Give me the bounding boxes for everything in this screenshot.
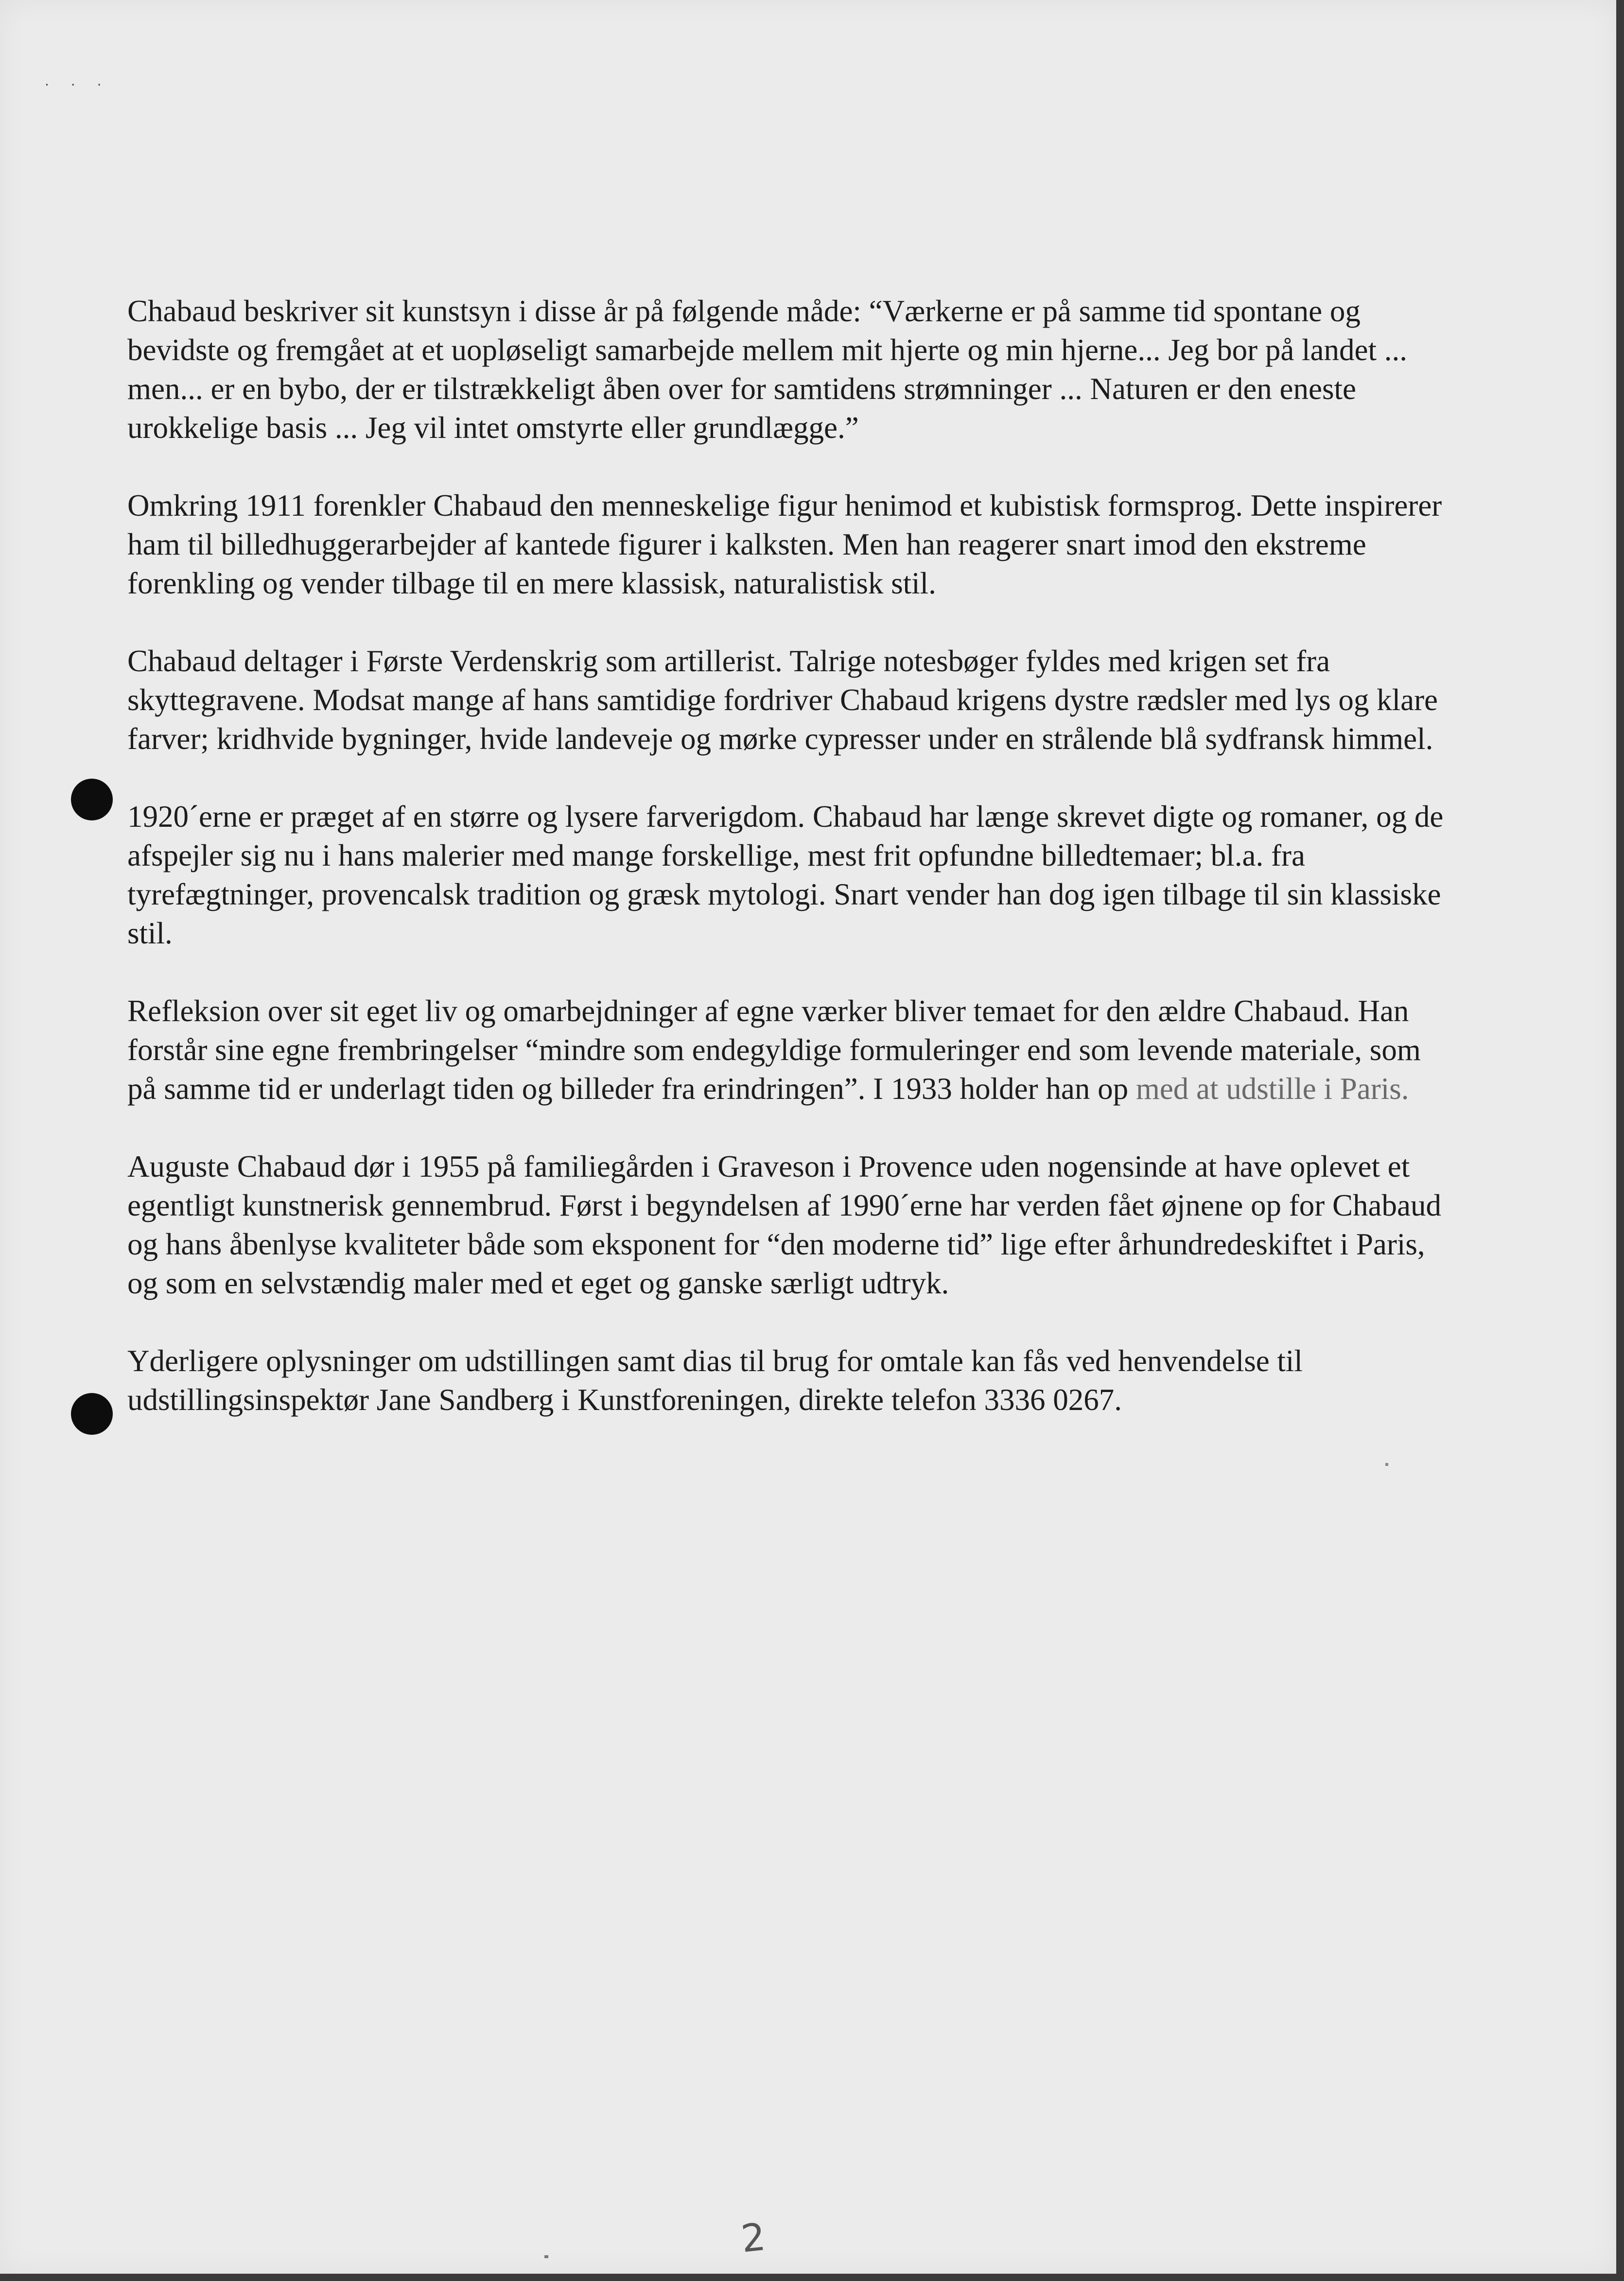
paragraph-1911-cubism: Omkring 1911 forenkler Chabaud den menneskelige figur henimod et kubistisk formsprog. Dette inspirerer ham til billedhuggerarbejder af kantede figurer i kalksten. Men han reagerer snart imod den ekstreme forenkling og vender tilbage til en mere klassisk, naturalistisk stil. xyxy=(127,488,1442,600)
punch-hole-top xyxy=(71,779,113,820)
scan-tick xyxy=(544,2255,548,2258)
document-body xyxy=(127,292,1449,1419)
paragraph-1920s: 1920´erne er præget af en større og lysere farverigdom. Chabaud har længe skrevet digte og romaner, og de afspejler sig nu i hans malerier med mange forskellige, mest frit opfundne billedtemaer; bl.a. fra tyrefægtninger, provencalsk tradition og græsk mytologi. Snart vender han dog igen tilbage til sin klassiske stil. xyxy=(127,800,1444,950)
corner-scan-marks: · · · xyxy=(45,77,110,93)
paragraph-reflection-faded-tail: med at udstille i Paris. xyxy=(1135,1072,1409,1106)
paragraph-artistic-view: Chabaud beskriver sit kunstsyn i disse år på følgende måde: “Værkerne er på samme tid spontane og bevidste og fremgået at et uopløseligt samarbejde mellem mit hjerte og min hjerne... Jeg bor på landet ... men... er en bybo, der er tilstrækkeligt åben over for samtidens strømninger ... Naturen er den eneste urokkelige basis ... Jeg vil intet omstyrte eller grundlægge.” xyxy=(127,294,1407,445)
paragraph-world-war: Chabaud deltager i Første Verdenskrig som artillerist. Talrige notesbøger fyldes med krigen set fra skyttegravene. Modsat mange af hans samtidige fordriver Chabaud krigens dystre rædsler med lys og klare farver; kridhvide bygninger, hvide landeveje og mørke cypresser under en strålende blå sydfransk himmel. xyxy=(127,644,1438,756)
punch-hole-bottom xyxy=(71,1393,113,1435)
paragraph-death-legacy: Auguste Chabaud dør i 1955 på familiegården i Graveson i Provence uden nogensinde at have oplevet et egentligt kunstnerisk gennembrud. Først i begyndelsen af 1990´erne har verden fået øjnene op for Chabaud og hans åbenlyse kvaliteter både som eksponent for “den moderne tid” lige efter århundredeskiftet i Paris, og som en selvstændig maler med et eget og ganske særligt udtryk. xyxy=(127,1149,1441,1300)
scan-speck xyxy=(1385,1463,1388,1466)
paragraph-reflection-text: Refleksion over sit eget liv og omarbejdninger af egne værker bliver temaet for den ældre Chabaud. Han forstår sine egne frembringelser “mindre som endegyldige formuleringer end som levende materiale, som på samme tid er underlagt tiden og billeder fra erindringen”. I 1933 holder han op xyxy=(127,994,1421,1106)
paragraph-reflection xyxy=(127,992,1449,1108)
paragraph-contact-info: Yderligere oplysninger om udstillingen samt dias til brug for omtale kan fås ved henvendelse til udstillingsinspektør Jane Sandberg i Kunstforeningen, direkte telefon 3336 0267. xyxy=(127,1344,1303,1417)
handwritten-page-number: 2 xyxy=(739,2215,768,2262)
